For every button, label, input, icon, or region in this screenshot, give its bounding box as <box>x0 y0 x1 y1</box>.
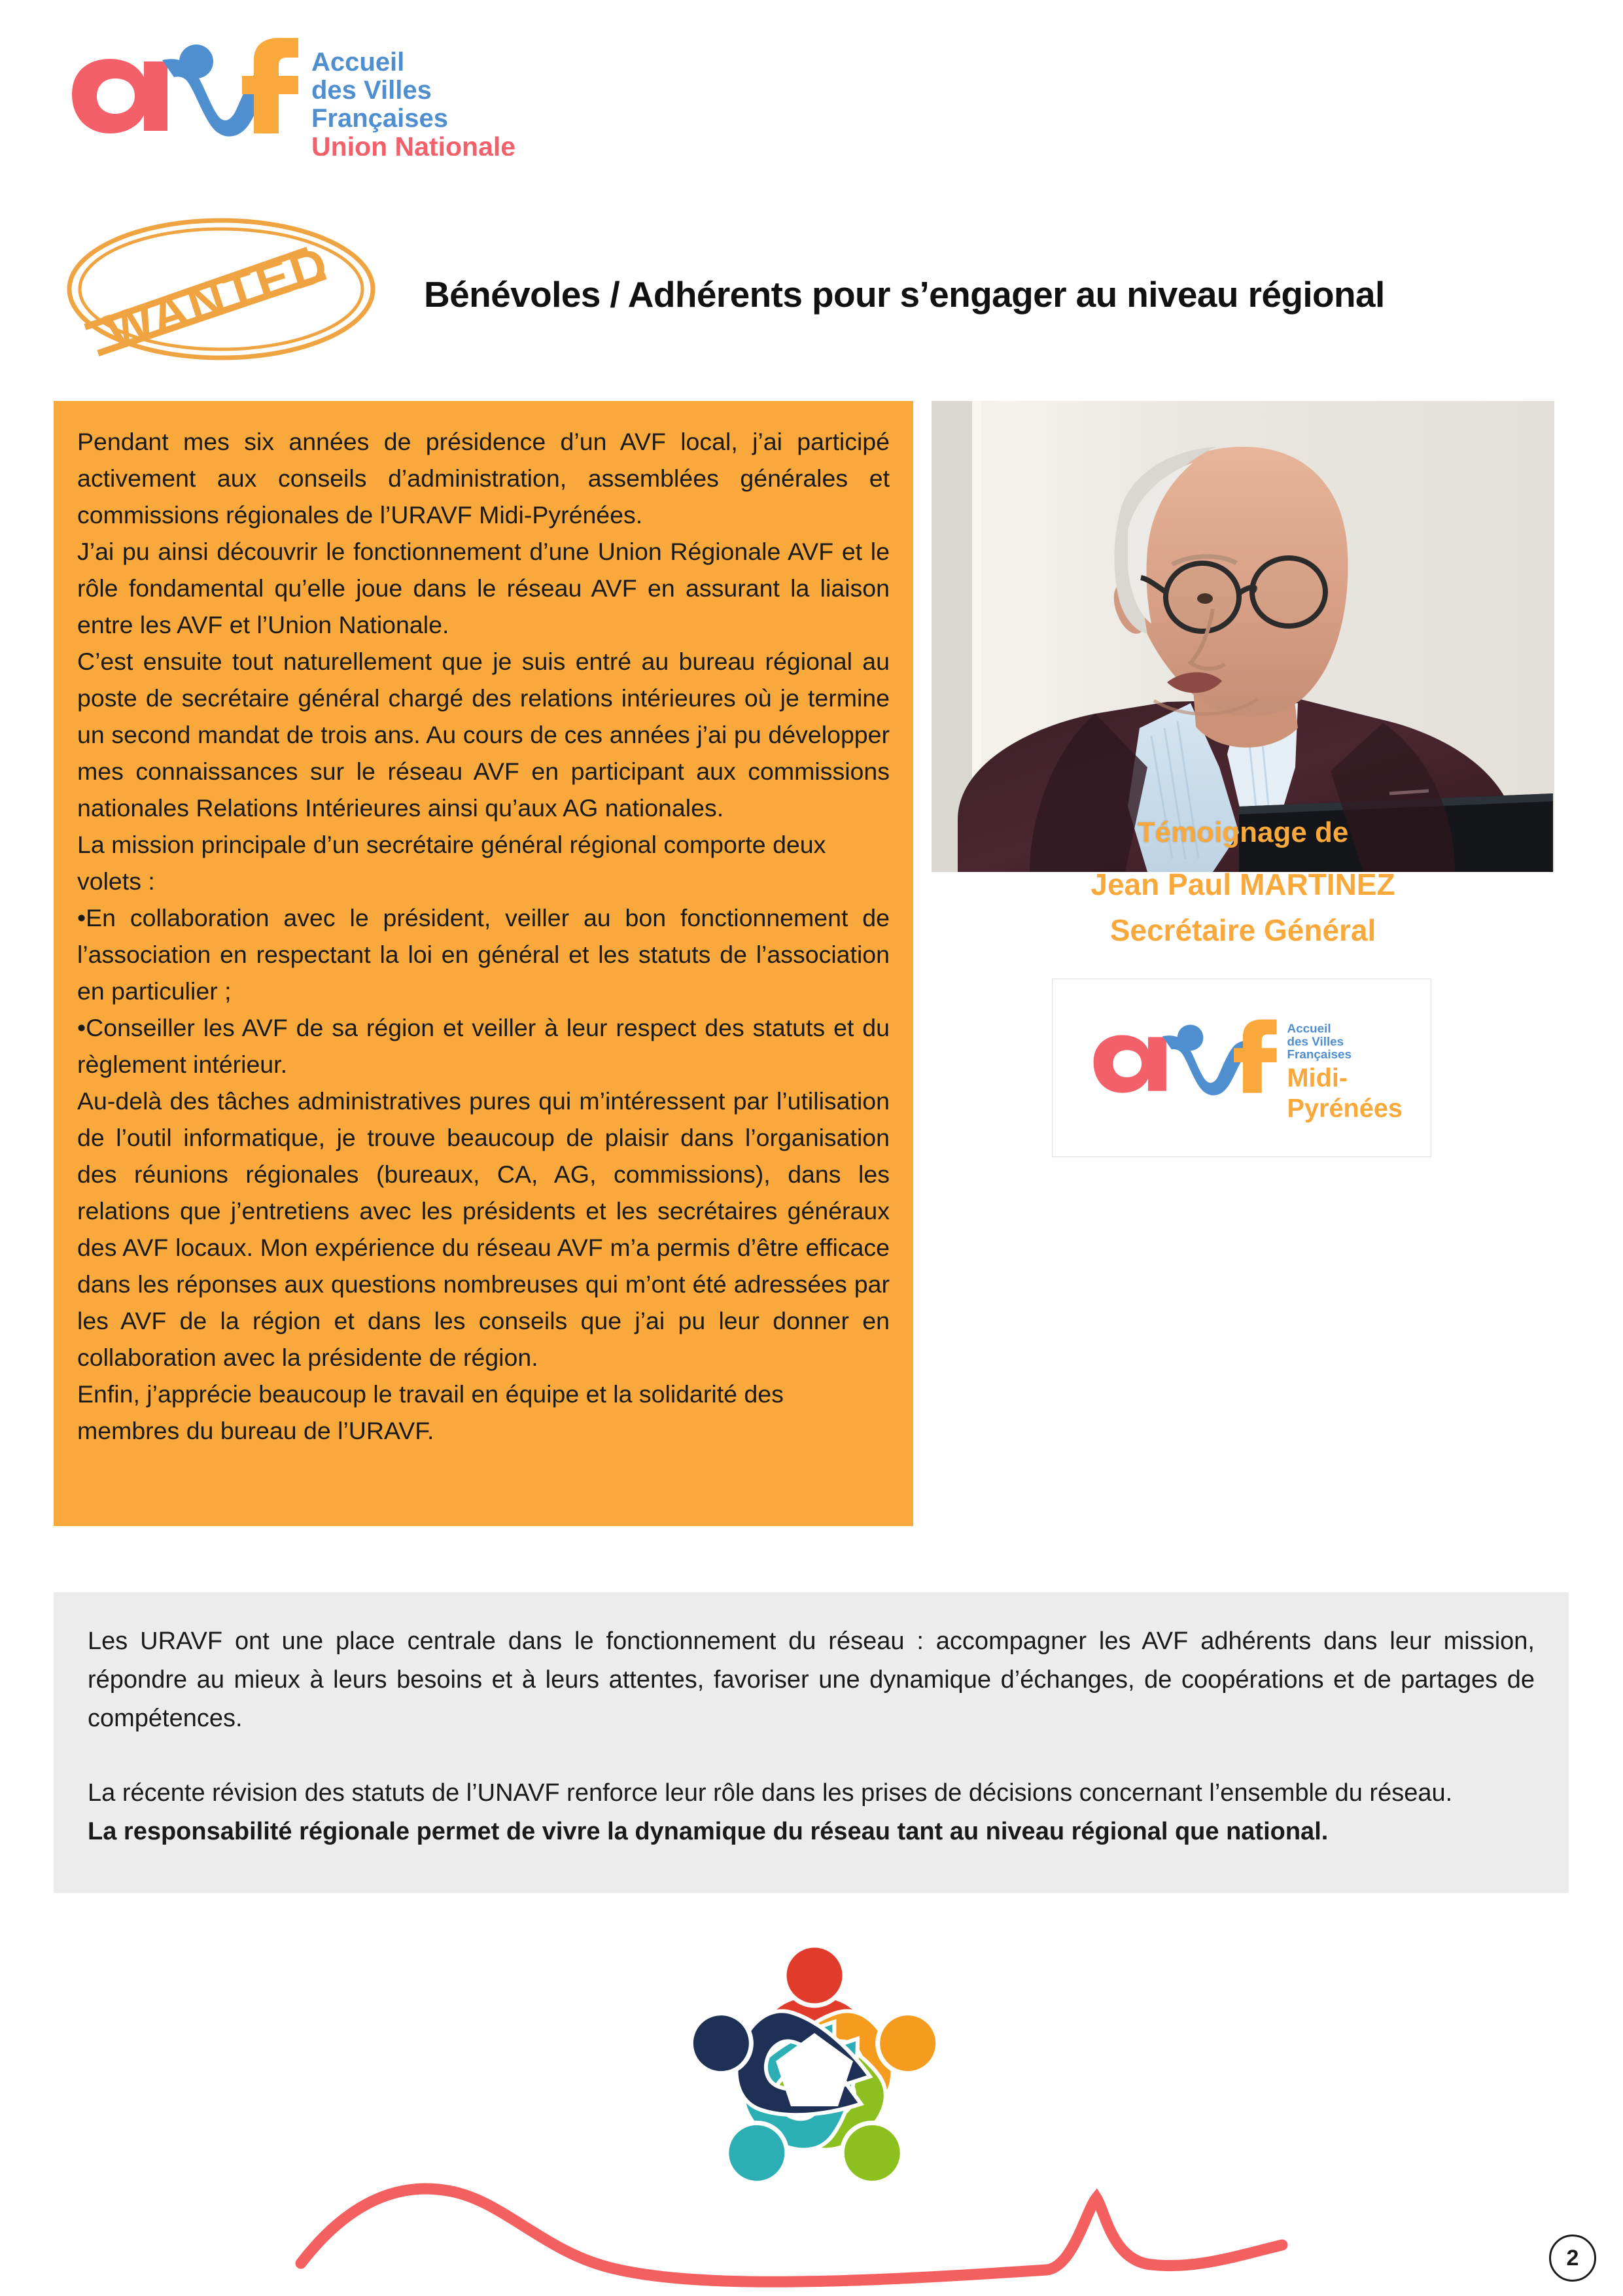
regional-logo-accueil: Accueil <box>1287 1021 1331 1035</box>
testimonial-paragraph: La mission principale d’un secrétaire général régional comporte deux volets : <box>77 831 826 895</box>
regional-logo-midi: Midi- <box>1287 1063 1348 1092</box>
page-number-badge: 2 <box>1549 2235 1596 2282</box>
testimonial-bullet: •En collaboration avec le président, veiller au bon fonctionnement de l’association en respectant la loi en général et les statuts de l’association en particulier ; <box>77 904 890 1005</box>
caption-temoignage: Témoignage de <box>1137 816 1349 848</box>
wanted-stamp-icon <box>51 216 391 363</box>
regional-logo-des-villes: des Villes <box>1287 1034 1344 1049</box>
avf-midi-pyrenees-logo <box>1052 979 1431 1157</box>
testimonial-paragraph: C’est ensuite tout naturellement que je suis entré au bureau régional au poste de secrétaire général chargé des relations intérieures où je termine un second mandat de trois ans. Au cours de ces années j’ai pu développer mes connaissances sur le réseau AVF en participant aux commissions nationales Relations Intérieures ainsi qu’aux AG nationales. <box>77 648 890 822</box>
logo-text-francaises: Françaises <box>311 104 449 133</box>
testimonial-paragraph: Pendant mes six années de présidence d’un AVF local, j’ai participé activement aux conseils d’administration, assemblées générales et commissions régionales de l’URAVF Midi-Pyrénées. <box>77 428 890 529</box>
page-title: Bénévoles / Adhérents pour s’engager au niveau régional <box>424 274 1385 315</box>
testimonial-bullet: •Conseiller les AVF de sa région et veiller à leur respect des statuts et du règlement intérieur. <box>77 1014 890 1078</box>
logo-text-union-nationale: Union Nationale <box>311 131 515 156</box>
wanted-stamp-label: WANTED <box>99 235 337 360</box>
testimonial-paragraph: Au-delà des tâches administratives pures qui m’intéressent par l’utilisation de l’outil informatique, je trouve beaucoup de plaisir dans l’organisation des réunions régionales (bureaux, CA, AG, commissions), dans les relations que j’entretiens avec les présidents et les secrétaires généraux des AVF locaux. Mon expérience du réseau AVF m’a permis d’être efficace dans les réponses aux questions nombreuses qui m’ont été adressées par les AVF de la région et dans les conseils que j’ai pu leur donner en collaboration avec la présidente de région. <box>77 1087 890 1371</box>
summary-text-box <box>54 1592 1569 1893</box>
logo-text-accueil: Accueil <box>311 48 405 77</box>
summary-spacer <box>88 1738 1535 1774</box>
caption-speaker-name: Jean Paul MARTINEZ <box>1091 867 1395 901</box>
testimonial-paragraph: J’ai pu ainsi découvrir le fonctionnement d’une Union Régionale AVF et le rôle fondamental qu’elle joue dans le réseau AVF en assurant la liaison entre les AVF et l’Union Nationale. <box>77 538 890 638</box>
avf-header-logo <box>58 31 515 156</box>
testimonial-text-box <box>54 401 913 1526</box>
caption-speaker-role: Secrétaire Général <box>1109 913 1376 947</box>
summary-paragraph-1: Les URAVF ont une place centrale dans le fonctionnement du réseau : accompagner les AVF adhérents dans leur mission, répondre au mieux à leurs besoins et à leurs attentes, favoriser une dynamique d’échanges, de coopérations et de partages de compétences. <box>88 1627 1535 1732</box>
logo-text-des-villes: des Villes <box>311 76 432 105</box>
network-people-logo-icon <box>625 1917 1004 2224</box>
summary-paragraph-3: La responsabilité régionale permet de vivre la dynamique du réseau tant au niveau régional que national. <box>88 1818 1329 1845</box>
speaker-photo <box>932 401 1554 872</box>
regional-logo-pyrenees: Pyrénées <box>1287 1094 1403 1123</box>
summary-paragraph-2: La récente révision des statuts de l’UNAVF renforce leur rôle dans les prises de décisions concernant l’ensemble du réseau. <box>88 1779 1453 1807</box>
regional-logo-francaises: Françaises <box>1287 1047 1352 1062</box>
testimonial-paragraph: Enfin, j’apprécie beaucoup le travail en équipe et la solidarité des membres du bureau de l’URAVF. <box>77 1380 784 1444</box>
